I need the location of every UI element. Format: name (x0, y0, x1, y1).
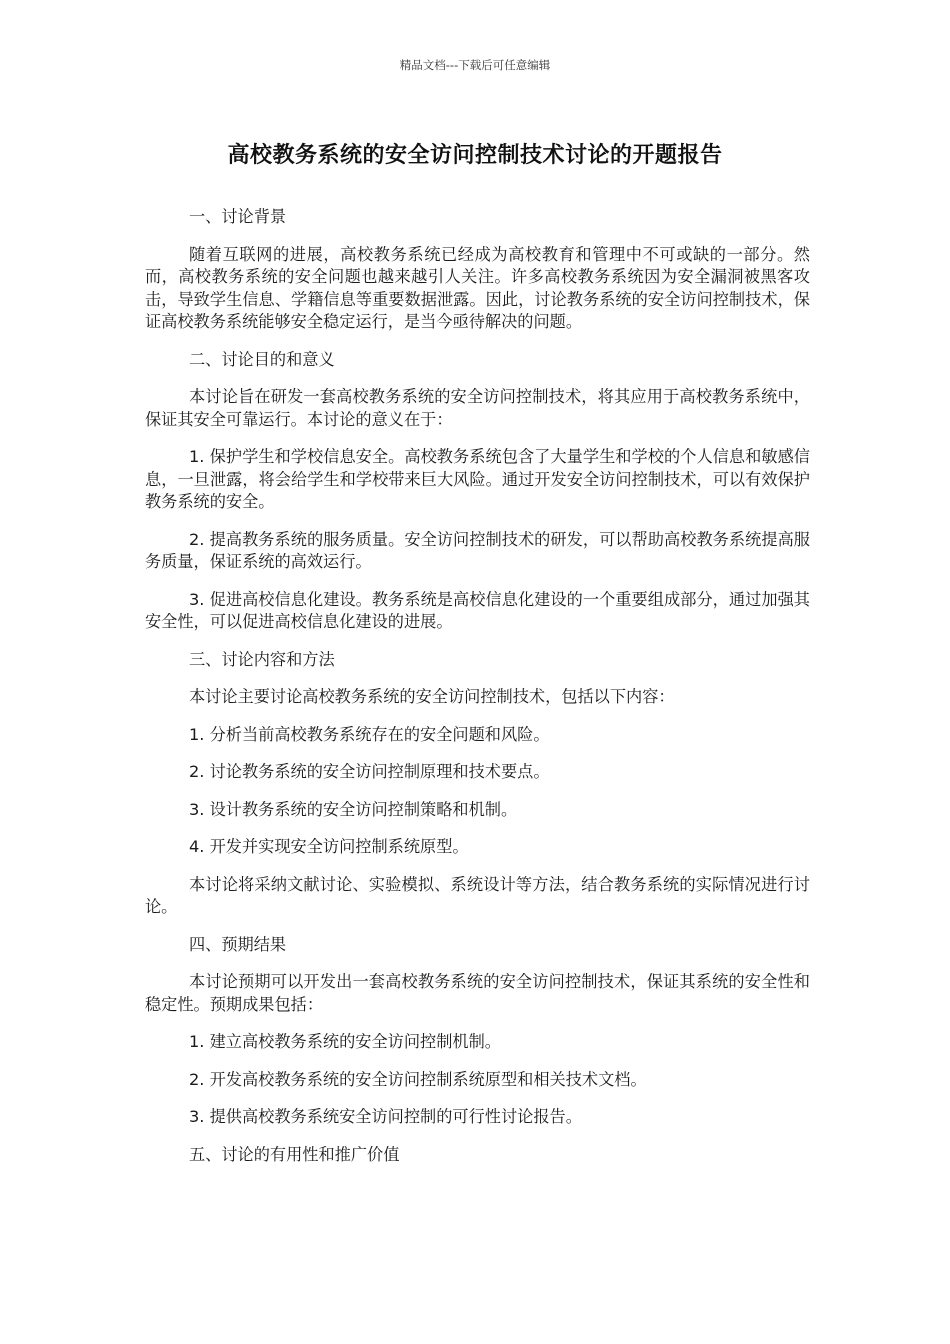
list-item: 1. 分析当前高校教务系统存在的安全问题和风险。 (189, 724, 550, 744)
list-item: 1. 保护学生和学校信息安全。高校教务系统包含了大量学生和学校的个人信息和敏感信息，一旦泄露，将会给学生和学校带来巨大风险。通过开发安全访问控制技术，可以有效保护教务系统的安全。 (145, 447, 810, 511)
list-item: 4. 开发并实现安全访问控制系统原型。 (189, 837, 469, 856)
document-title: 高校教务系统的安全访问控制技术讨论的开题报告 (227, 143, 723, 168)
section-heading-purpose: 二、讨论目的和意义 (189, 349, 335, 369)
paragraph-background: 随着互联网的进展，高校教务系统已经成为高校教育和管理中不可或缺的一部分。然而，高校教务系统的安全问题也越来越引人关注。许多高校教务系统因为安全漏洞被黑客攻击，导致学生信息、学籍信息等重要数据泄露。因此，讨论教务系统的安全访问控制技术，保证高校教务系统能够安全稳定运行，是当今亟待解决的问题。 (145, 244, 810, 331)
header-note: 精品文档---下载后可任意编辑 (399, 58, 551, 72)
paragraph-method: 本讨论将采纳文献讨论、实验模拟、系统设计等方法，结合教务系统的实际情况进行讨论。 (145, 874, 810, 916)
paragraph-expected: 本讨论预期可以开发出一套高校教务系统的安全访问控制技术，保证其系统的安全性和稳定性。预期成果包括： (145, 972, 810, 1014)
list-item: 1. 建立高校教务系统的安全访问控制机制。 (189, 1032, 501, 1051)
list-item: 3. 促进高校信息化建设。教务系统是高校信息化建设的一个重要组成部分，通过加强其安全性，可以促进高校信息化建设的进展。 (145, 589, 810, 631)
list-item: 2. 提高教务系统的服务质量。安全访问控制技术的研发，可以帮助高校教务系统提高服务质量，保证系统的高效运行。 (145, 529, 810, 571)
list-item: 2. 开发高校教务系统的安全访问控制系统原型和相关技术文档。 (189, 1069, 647, 1089)
list-item: 2. 讨论教务系统的安全访问控制原理和技术要点。 (189, 762, 550, 781)
paragraph-purpose: 本讨论旨在研发一套高校教务系统的安全访问控制技术，将其应用于高校教务系统中，保证其安全可靠运行。本讨论的意义在于： (145, 387, 810, 429)
list-item: 3. 设计教务系统的安全访问控制策略和机制。 (189, 799, 518, 819)
section-heading-expected: 四、预期结果 (189, 934, 287, 954)
list-item: 3. 提供高校教务系统安全访问控制的可行性讨论报告。 (189, 1107, 582, 1126)
document-body (145, 206, 810, 1181)
section-heading-content: 三、讨论内容和方法 (189, 649, 335, 669)
section-heading-value: 五、讨论的有用性和推广价值 (189, 1144, 400, 1164)
section-heading-background: 一、讨论背景 (189, 207, 287, 226)
paragraph-content: 本讨论主要讨论高校教务系统的安全访问控制技术，包括以下内容： (189, 687, 675, 706)
